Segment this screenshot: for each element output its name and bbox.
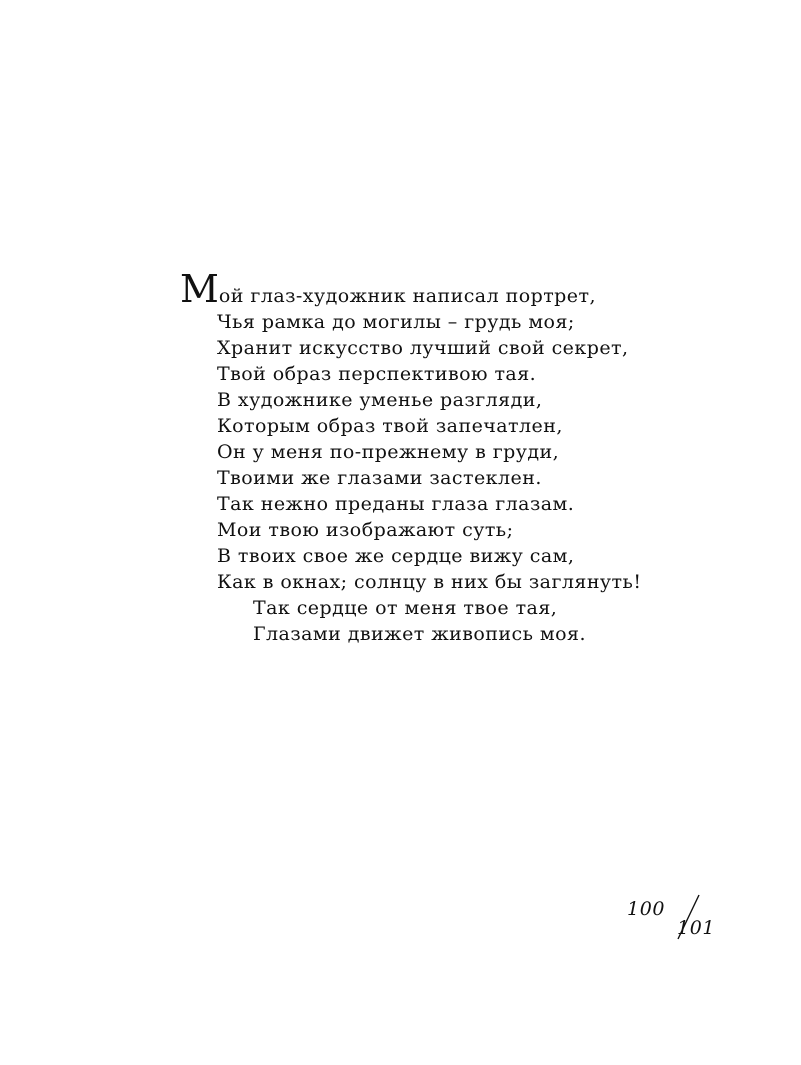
poem-line: Чья рамка до могилы – грудь моя; [217,311,575,333]
poem-line: В твоих свое же сердце вижу сам, [217,545,575,567]
couplet-line: Так сердце от меня твое тая, [253,597,558,619]
first-line-text: ой глаз-художник написал портрет, [218,285,596,307]
poem-line: Мои твою изображают суть; [217,519,514,541]
poem-line: Он у меня по-прежнему в груди, [217,441,560,463]
poem-line: Так нежно преданы глаза глазам. [217,493,575,515]
poem-line: Хранит искусство лучший свой секрет, [217,337,629,359]
page-numbers [620,890,720,950]
couplet-line: Глазами движет живопись моя. [253,623,586,645]
poem-line: Твоими же глазами застеклен. [217,467,542,489]
drop-cap: М [180,267,219,311]
page-number-right: 101 [677,917,716,939]
poem-line: В художнике уменье разгляди, [217,389,543,411]
poem-line: Как в окнах; солнцу в них бы заглянуть! [217,571,642,593]
poem-line: Которым образ твой запечатлен, [217,415,563,437]
page-number-left: 100 [627,898,666,920]
poem-line: Твой образ перспективою тая. [217,363,537,385]
